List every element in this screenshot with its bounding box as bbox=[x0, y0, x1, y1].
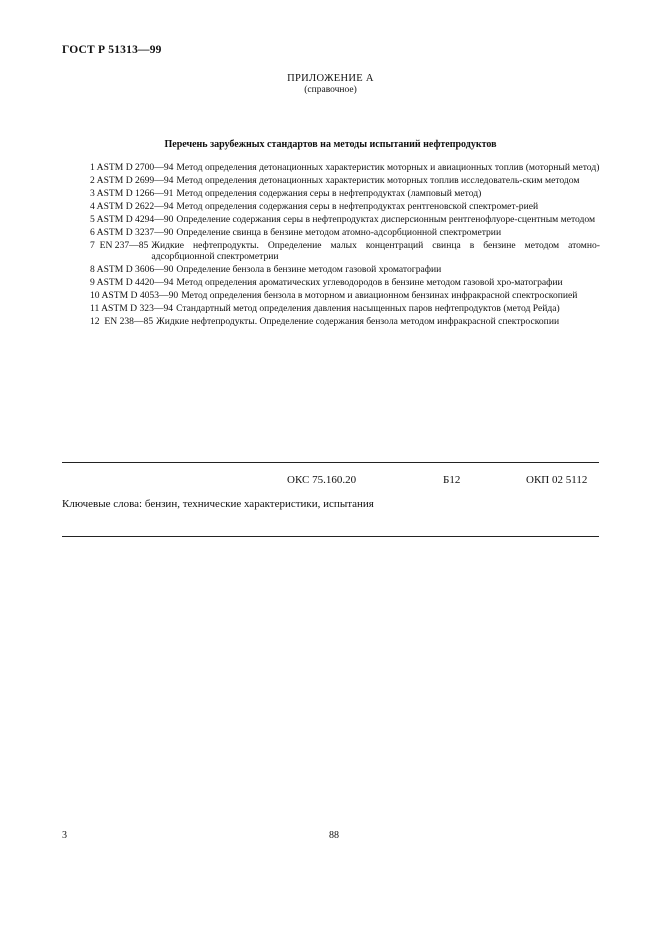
standard-description: Стандартный метод определения давления насыщенных паров нефтепродуктов (метод Рейда) bbox=[176, 302, 560, 314]
standard-number: 9 ASTM D 4420—94 bbox=[90, 276, 174, 288]
oks-code: ОКС 75.160.20 bbox=[287, 474, 357, 486]
standard-number: 11 ASTM D 323—94 bbox=[90, 302, 174, 314]
standard-description: Определение свинца в бензине методом атомно-адсорбционной спектрометрии bbox=[176, 226, 502, 238]
list-item bbox=[90, 304, 600, 315]
standard-number: 5 ASTM D 4294—90 bbox=[90, 213, 174, 225]
standard-description: Метод определения детонационных характеристик моторных топлив исследователь-ским методом bbox=[176, 174, 580, 186]
list-title: Перечень зарубежных стандартов на методы испытаний нефтепродуктов bbox=[164, 139, 497, 150]
standard-description: Определение бензола в бензине методом газовой хроматографии bbox=[176, 263, 442, 275]
standard-description: Жидкие нефтепродукты. Определение содержания бензола методом инфракрасной спектроскопии bbox=[156, 315, 560, 327]
standard-description: Метод определения содержания серы в нефтепродуктах рентгеновской спектромет-рией bbox=[176, 200, 539, 212]
list-item bbox=[90, 176, 600, 187]
b-code: Б12 bbox=[443, 474, 461, 486]
document-code: ГОСТ Р 51313—99 bbox=[62, 44, 162, 56]
list-item bbox=[90, 291, 600, 302]
standard-number: 12 EN 238—85 bbox=[90, 315, 154, 327]
standard-number: 6 ASTM D 3237—90 bbox=[90, 226, 174, 238]
standard-number: 4 ASTM D 2622—94 bbox=[90, 200, 174, 212]
list-item bbox=[90, 215, 600, 226]
standard-number: 2 ASTM D 2699—94 bbox=[90, 174, 174, 186]
standards-list bbox=[90, 163, 600, 327]
list-item bbox=[90, 163, 600, 174]
standard-number: 1 ASTM D 2700—94 bbox=[90, 162, 174, 173]
standard-description: Определение содержания серы в нефтепродуктах дисперсионным рентгенофлуоре-сцентным методом bbox=[176, 213, 596, 225]
list-item bbox=[90, 265, 600, 276]
list-item bbox=[90, 202, 600, 213]
standard-number: 10 ASTM D 4053—90 bbox=[90, 289, 179, 301]
divider-bottom bbox=[62, 536, 599, 537]
standard-number: 7 EN 237—85 bbox=[90, 239, 149, 251]
standard-number: 3 ASTM D 1266—91 bbox=[90, 187, 174, 199]
keywords: Ключевые слова: бензин, технические характеристики, испытания bbox=[62, 498, 374, 510]
standard-description: Метод определения детонационных характеристик моторных и авиационных топлив (моторный метод) bbox=[176, 162, 600, 173]
appendix-subtitle: (справочное) bbox=[304, 85, 357, 95]
list-item bbox=[90, 278, 600, 289]
list-item bbox=[90, 241, 600, 263]
list-item bbox=[90, 228, 600, 239]
standard-number: 8 ASTM D 3606—90 bbox=[90, 263, 174, 275]
standard-description: Метод определения содержания серы в нефтепродуктах (ламповый метод) bbox=[176, 187, 482, 199]
page-number: 88 bbox=[329, 830, 339, 841]
standard-description: Жидкие нефтепродукты. Определение малых концентраций свинца в бензине методом атомно-адсорбционной спектрометрии bbox=[151, 239, 600, 262]
divider-top bbox=[62, 462, 599, 463]
okp-code: ОКП 02 5112 bbox=[526, 474, 588, 486]
standard-description: Метод определения бензола в моторном и авиационном бензинах инфракрасной спектроскопией bbox=[181, 289, 578, 301]
standard-description: Метод определения ароматических углеводородов в бензине методом газовой хро-матографии bbox=[176, 276, 563, 288]
list-item bbox=[90, 317, 600, 328]
appendix-title: ПРИЛОЖЕНИЕ А bbox=[287, 73, 374, 84]
footer-left-number: 3 bbox=[62, 830, 67, 841]
list-item bbox=[90, 189, 600, 200]
